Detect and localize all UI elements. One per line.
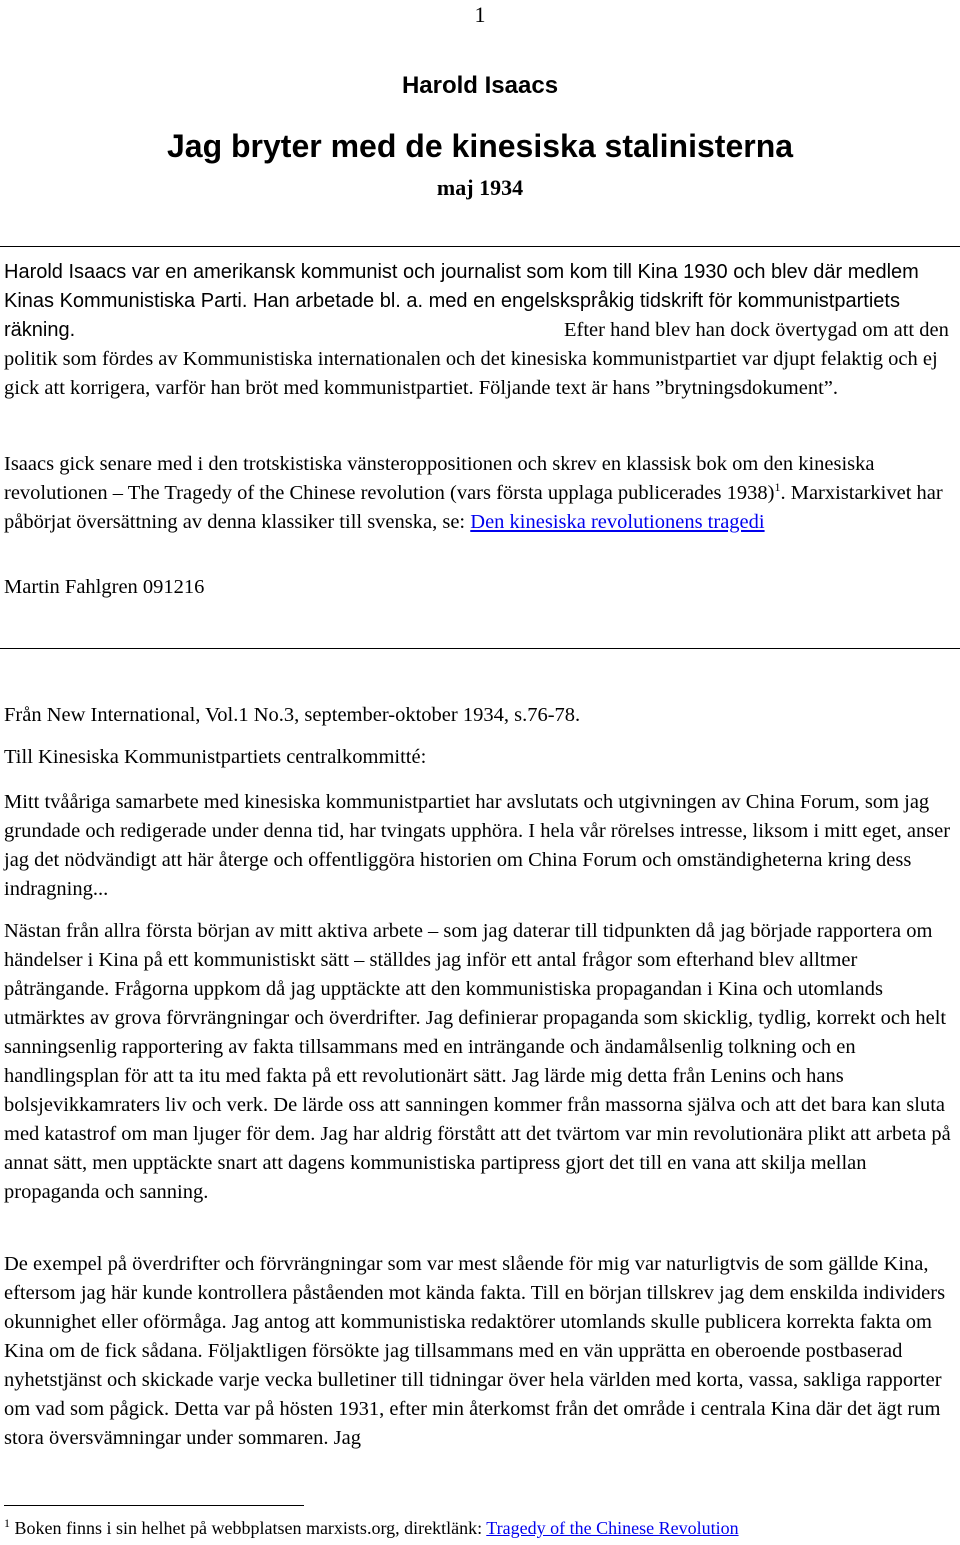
letter-paragraph-2-text: Nästan från allra första början av mitt aktiva arbete – som jag daterar till tidpunkten då jag började rapportera om händelser i Kina på ett kommunistiskt sätt – ställdes jag inför ett antal frågor som efterhand blev alltmer påträngande. Frågorna uppkom då jag upptäckte att den kommunistiska propagandan i Kina och utomlands utmärktes av grova förvrängningar och överdrifter. Jag definierar propaganda som skicklig, tydlig, korrekt och helt sanningsenlig rapportering av fakta tillsammans med en inträngande och ändamålsenlig tolkning och en handlingsplan för att ta itu med fakta på ett revolutionärt sätt. Jag lärde mig detta från Lenins och hans bolsjevikkamraters liv och verk. De lärde oss att sanningen kommer från massorna själva och att det bara kan sluta med katastrof om man ljuger för dem. Jag har aldrig förstått att det tvärtom var min revolutionära plikt att arbeta på annat sätt, men upptäckte snart att dagens kommunistiska partipress gjort det till en vana att skilja mellan propaganda och sanning.	[4, 920, 951, 1203]
letter-paragraph	[4, 1250, 956, 1453]
isaacs-text-before: Isaacs gick senare med i den trotskistiska vänsteroppositionen och skrev en klassisk bok om den kinesiska revolutionen – The Tragedy of the Chinese revolution (vars första upplaga publicerades 1938)	[4, 453, 875, 504]
isaacs-text-after: . Marxistarkivet har påbörjat översättning av denna klassiker till svenska, se:	[4, 482, 943, 533]
letter-paragraph	[4, 917, 956, 1207]
intro-paragraph-serif	[4, 316, 956, 403]
isaacs-paragraph	[4, 450, 956, 537]
letter-paragraph-1-text: Mitt tvååriga samarbete med kinesiska kommunistpartiet har avslutats och utgivningen av China Forum, som jag grundade och redigerade under denna tid, har tvingats upphöra. I hela vår rörelses intresse, liksom i mitt eget, anser jag det nödvändigt att här återge och offentliggöra historien om China Forum och omständigheterna kring dess indragning...	[4, 791, 951, 900]
footnote-link[interactable]: Tragedy of the Chinese Revolution	[486, 1518, 739, 1538]
tragedi-link[interactable]: Den kinesiska revolutionens tragedi	[470, 511, 765, 533]
signature: Martin Fahlgren 091216	[4, 576, 205, 598]
middle-divider	[0, 648, 960, 649]
top-divider	[0, 246, 960, 247]
letter-paragraph	[4, 788, 956, 904]
footnote-ref[interactable]: 1	[774, 480, 781, 495]
footnote-text: Boken finns i sin helhet på webbplatsen marxists.org, direktlänk:	[10, 1518, 487, 1538]
source-line: Från New International, Vol.1 No.3, september-oktober 1934, s.76-78.	[4, 704, 581, 726]
salutation: Till Kinesiska Kommunistpartiets centralkommitté:	[4, 746, 427, 768]
document-title: Jag bryter med de kinesiska stalinisterna	[166, 128, 794, 164]
footnote	[4, 1518, 739, 1539]
document-date: maj 1934	[436, 175, 524, 200]
footnote-marker: 1	[4, 1516, 10, 1530]
page-number: 1	[474, 2, 486, 27]
footnote-divider	[4, 1505, 304, 1506]
author-heading: Harold Isaacs	[401, 72, 559, 99]
letter-paragraph-3-text: De exempel på överdrifter och förvrängningar som var mest slående för mig var naturligtvis de som gällde Kina, eftersom jag här kunde kontrollera påståenden mot kända fakta. Till en början tillskrev jag dem enskilda individers okunnighet eller oförmåga. Jag antog att kommunistiska redaktörer utomlands skulle publicera korrekta fakta om Kina om de fick sådana. Följaktligen försökte jag tillsammans med en vän upprätta en oberoende postbaserad nyhetstjänst och skickade varje vecka bulletiner till tidningar över hela världen med korta, vassa, sakliga rapporter om vad som pågick. Detta var på hösten 1931, efter min återkomst från det område i centrala Kina där det ägt rum stora översvämningar under sommaren. Jag	[4, 1253, 946, 1449]
intro-serif-text: Efter hand blev han dock övertygad om att den politik som fördes av Kommunistiska internationalen och det kinesiska kommunistpartiet var djupt felaktig och ej gick att korrigera, varför han bröt med kommunistpartiet. Följande text är hans ”brytningsdokument”.	[4, 319, 949, 399]
intro-sans-text: Harold Isaacs var en amerikansk kommunist och journalist som kom till Kina 1930 och blev där medlem Kinas Kommunistiska Parti. Han arbetade bl. a. med en engelskspråkig tidskrift för kommunistpartiets räkning.	[4, 261, 919, 341]
